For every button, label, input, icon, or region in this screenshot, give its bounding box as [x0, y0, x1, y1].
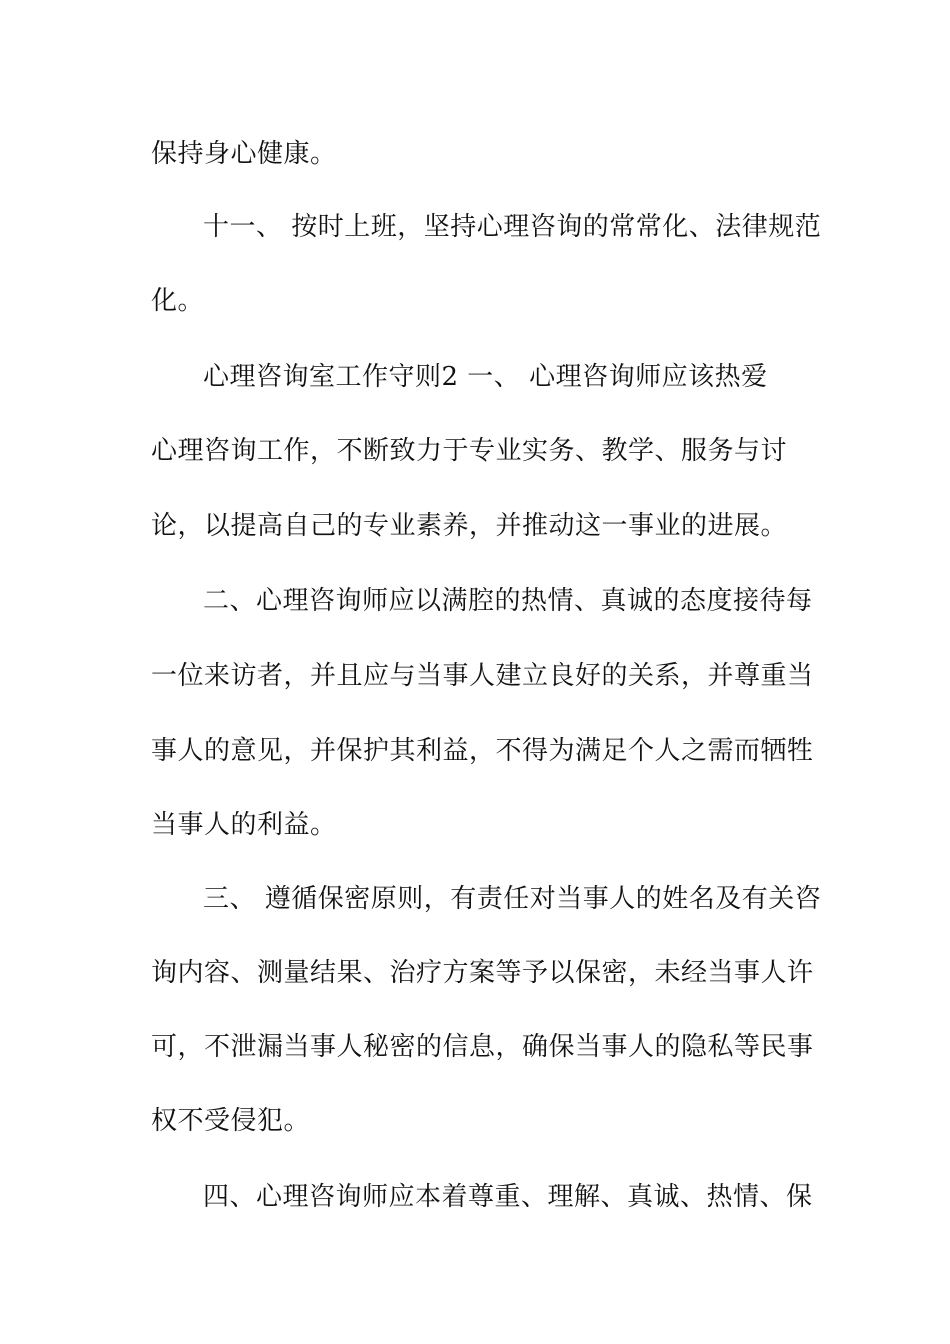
text-line: 权不受侵犯。	[151, 1106, 311, 1136]
text-line: 保持身心健康。	[151, 139, 337, 169]
text-line: 心理咨询室工作守则2 一、 心理咨询师应该热爱	[203, 362, 768, 392]
text-line: 二、心理咨询师应以满腔的热情、真诚的态度接待每	[203, 586, 813, 616]
text-line: 三、 遵循保密原则，有责任对当事人的姓名及有关咨	[203, 884, 822, 914]
text-line: 论，以提高自己的专业素养，并推动这一事业的进展。	[151, 511, 788, 541]
text-line: 化。	[151, 286, 205, 316]
text-line: 询内容、测量结果、治疗方案等予以保密，未经当事人许	[151, 958, 814, 988]
text-line: 四、心理咨询师应本着尊重、理解、真诚、热情、保	[203, 1182, 813, 1212]
text-line: 可，不泄漏当事人秘密的信息，确保当事人的隐私等民事	[151, 1032, 814, 1062]
text-line: 十一、 按时上班，坚持心理咨询的常常化、法律规范	[203, 212, 822, 242]
text-line: 当事人的利益。	[151, 810, 337, 840]
text-line: 心理咨询工作，不断致力于专业实务、教学、服务与讨	[151, 436, 788, 466]
text-line: 一位来访者，并且应与当事人建立良好的关系，并尊重当	[151, 661, 814, 691]
text-line: 事人的意见，并保护其利益，不得为满足个人之需而牺牲	[151, 736, 814, 766]
